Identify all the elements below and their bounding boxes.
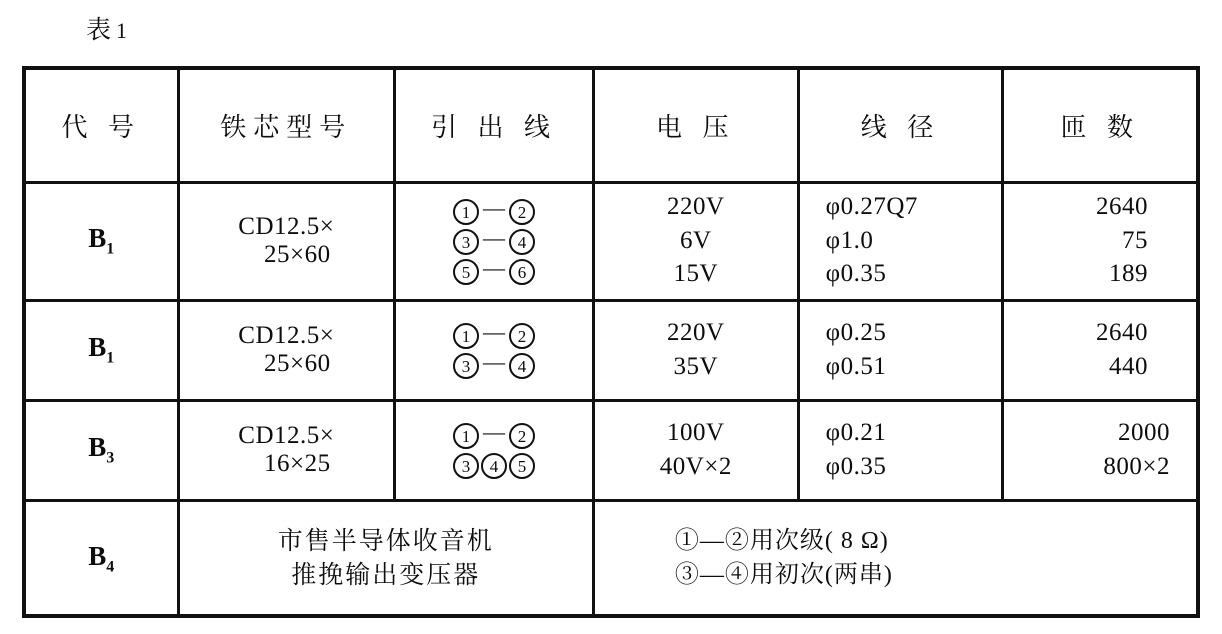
- voltage-value: 220V: [667, 319, 725, 346]
- turns-value: 189: [1109, 260, 1148, 288]
- turns-value: 2000: [1118, 419, 1170, 446]
- lead-pair: 1 — 2: [452, 422, 536, 449]
- header-cell-code: 代 号: [26, 70, 178, 182]
- cell-core-model: [178, 300, 394, 400]
- header-cell-core-model: 铁芯型号: [178, 70, 394, 182]
- code-letter: B: [88, 332, 107, 363]
- turns-value: 440: [1109, 352, 1148, 380]
- lead-pair: 3 — 4: [452, 228, 536, 255]
- table-row: [26, 300, 1196, 400]
- lead-group: 3 4 5: [452, 452, 536, 479]
- cell-leads: [395, 400, 594, 500]
- core-model-line2: 25×60: [264, 241, 331, 268]
- cell-voltage: [593, 400, 798, 500]
- description-line2: 推挽输出变压器: [291, 561, 481, 589]
- voltage-value: 6V: [680, 226, 712, 254]
- specification-table-wrapper: [22, 66, 1200, 618]
- lead-pair: 5 — 6: [452, 258, 536, 285]
- cell-core-model: [178, 182, 394, 300]
- notes-line2: ③—④用初次(两串): [674, 561, 893, 588]
- description-line1: 市售半导体收音机: [277, 528, 494, 555]
- lead-pair: 3 — 4: [452, 352, 536, 379]
- cell-code: [26, 182, 178, 300]
- table-header-row: [26, 70, 1196, 182]
- cell-wire-diameter: [798, 182, 1003, 300]
- code-subscript: 4: [106, 558, 115, 576]
- cell-wire-diameter: [798, 300, 1003, 400]
- code-subscript: 3: [106, 449, 115, 467]
- voltage-value: 220V: [667, 193, 725, 221]
- notes-line1: ①—②用次级( 8 Ω): [674, 528, 889, 555]
- turns-value: 2640: [1096, 319, 1148, 346]
- core-model-line1: CD12.5×: [238, 322, 335, 349]
- cell-turns: [1003, 300, 1196, 400]
- turns-value: 2640: [1096, 193, 1148, 221]
- lead-pair: 1 — 2: [452, 322, 536, 349]
- voltage-value: 15V: [673, 260, 719, 288]
- table-row: [26, 182, 1196, 300]
- diameter-value: φ1.0: [825, 226, 874, 254]
- diameter-value: φ0.27Q7: [825, 193, 918, 221]
- caption-label: 表: [86, 17, 113, 44]
- header-cell-voltage: 电 压: [593, 70, 798, 182]
- cell-leads: [395, 182, 594, 300]
- lead-pair: 1 — 2: [452, 198, 536, 225]
- header-cell-wire-diameter: 线 径: [798, 70, 1003, 182]
- cell-voltage: [593, 182, 798, 300]
- voltage-value: 40V×2: [659, 452, 732, 480]
- voltage-value: 35V: [673, 352, 719, 380]
- core-model-line1: CD12.5×: [238, 213, 335, 240]
- turns-value: 800×2: [1103, 452, 1170, 480]
- core-model-line2: 16×25: [264, 450, 331, 477]
- voltage-value: 100V: [667, 419, 725, 446]
- cell-turns: [1003, 400, 1196, 500]
- diameter-value: φ0.25: [825, 319, 887, 346]
- cell-transformer-description: [178, 500, 593, 616]
- cell-code: [26, 500, 178, 616]
- core-model-line1: CD12.5×: [238, 422, 335, 449]
- diameter-value: φ0.35: [825, 260, 887, 288]
- header-cell-turns: 匝 数: [1003, 70, 1196, 182]
- caption-number: 1: [116, 18, 129, 43]
- table-row: [26, 500, 1196, 616]
- diameter-value: φ0.51: [825, 352, 887, 380]
- cell-code: [26, 300, 178, 400]
- diameter-value: φ0.21: [825, 419, 887, 446]
- cell-voltage: [593, 300, 798, 400]
- table-caption: [86, 10, 128, 46]
- table-row: [26, 400, 1196, 500]
- cell-wire-diameter: [798, 400, 1003, 500]
- core-model-line2: 25×60: [264, 350, 331, 377]
- code-subscript: 1: [106, 349, 115, 367]
- turns-value: 75: [1122, 226, 1148, 254]
- header-cell-leads: 引 出 线: [395, 70, 594, 182]
- code-letter: B: [88, 223, 107, 254]
- cell-code: [26, 400, 178, 500]
- code-letter: B: [88, 432, 107, 463]
- cell-transformer-notes: [593, 500, 1196, 616]
- cell-core-model: [178, 400, 394, 500]
- cell-turns: [1003, 182, 1196, 300]
- code-letter: B: [88, 541, 107, 572]
- specification-table: [26, 70, 1196, 616]
- cell-leads: [395, 300, 594, 400]
- code-subscript: 1: [106, 240, 115, 258]
- diameter-value: φ0.35: [825, 452, 887, 480]
